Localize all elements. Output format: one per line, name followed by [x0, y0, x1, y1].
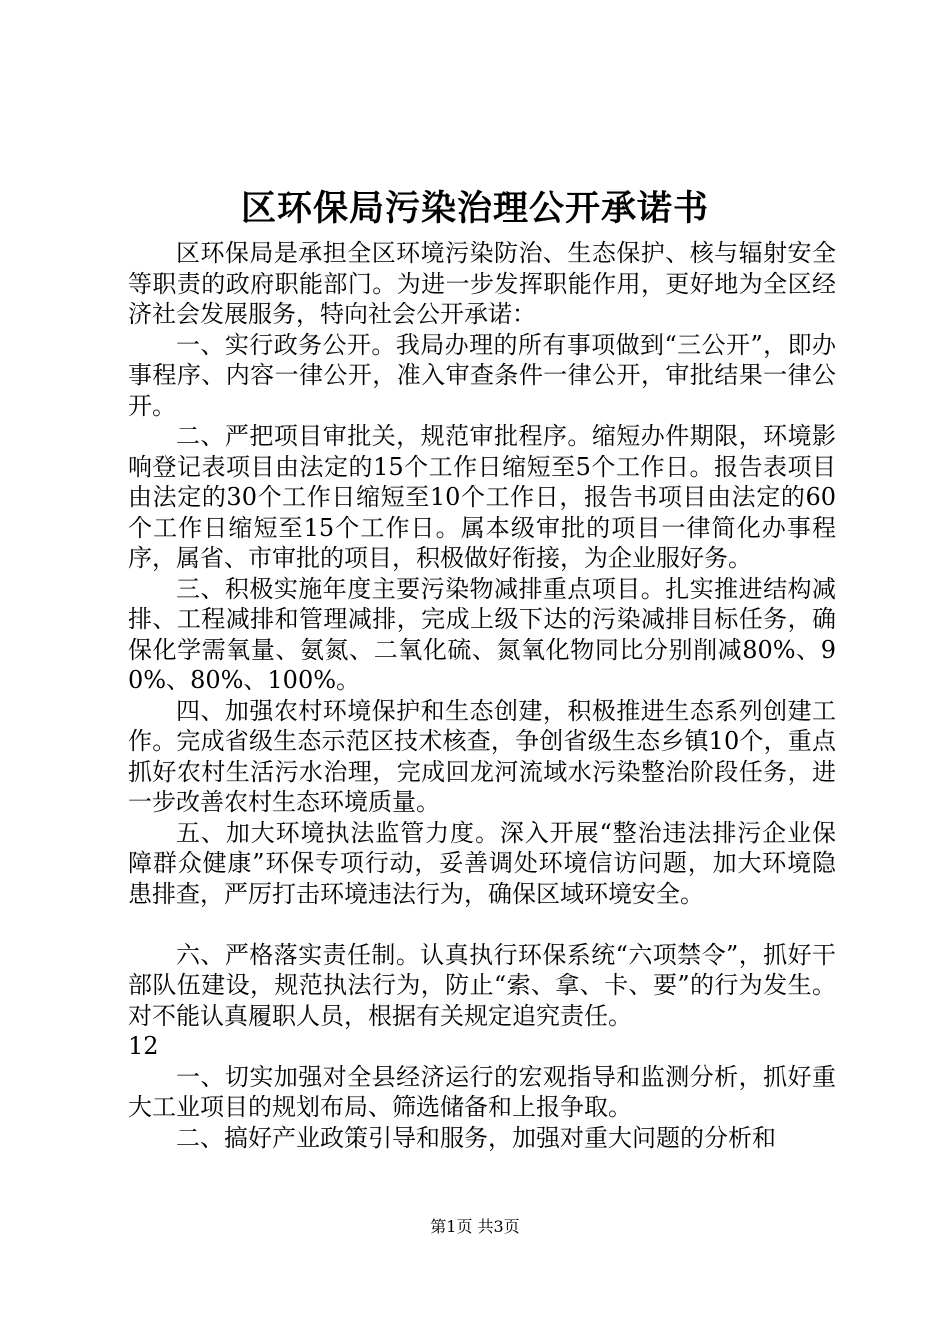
- paragraph-item-1: 一、实行政务公开。我局办理的所有事项做到“三公开”，即办事程序、内容一律公开，准入审查条件一律公开，审批结果一律公开。: [128, 330, 836, 420]
- paragraph-number: 12: [128, 1032, 159, 1060]
- paragraph-item-3: 三、积极实施年度主要污染物减排重点项目。扎实推进结构减排、工程减排和管理减排，完成上级下达的污染减排目标任务，确保化学需氧量、氨氮、二氧化硫、氮氧化物同比分别削减80%、90%、80%、100%。: [128, 574, 836, 694]
- document-title: 区环保局污染治理公开承诺书: [240, 188, 709, 229]
- paragraph-intro: 区环保局是承担全区环境污染防治、生态保护、核与辐射安全等职责的政府职能部门。为进一步发挥职能作用，更好地为全区经济社会发展服务，特向社会公开承诺：: [128, 239, 836, 328]
- document-body: [128, 238, 836, 1153]
- paragraph-item-6: 六、严格落实责任制。认真执行环保系统“六项禁令”，抓好干部队伍建设，规范执法行为，防止“索、拿、卡、要”的行为发生。对不能认真履职人员，根据有关规定追究责任。: [128, 940, 836, 1030]
- paragraph-section2-item-1: 一、切实加强对全县经济运行的宏观指导和监测分析，抓好重大工业项目的规划布局、筛选储备和上报争取。: [128, 1062, 836, 1121]
- paragraph-section2-item-2: 二、搞好产业政策引导和服务，加强对重大问题的分析和: [176, 1123, 776, 1152]
- paragraph-item-2: 二、严把项目审批关，规范审批程序。缩短办件期限，环境影响登记表项目由法定的15个工作日缩短至5个工作日。报告表项目由法定的30个工作日缩短至10个工作日，报告书项目由法定的60个工作日缩短至15个工作日。属本级审批的项目一律简化办事程序，属省、市审批的项目，积极做好衔接，为企业服好务。: [128, 422, 836, 572]
- paragraph-item-4: 四、加强农村环境保护和生态创建，积极推进生态系列创建工作。完成省级生态示范区技术核查，争创省级生态乡镇10个，重点抓好农村生活污水治理，完成回龙河流域水污染整治阶段任务，进一步改善农村生态环境质量。: [128, 696, 836, 816]
- paragraph-item-5: 五、加大环境执法监管力度。深入开展“整治违法排污企业保障群众健康”环保专项行动，妥善调处环境信访问题，加大环境隐患排查，严厉打击环境违法行为，确保区域环境安全。: [128, 818, 836, 908]
- page-footer: 第1页 共3页: [430, 1217, 520, 1236]
